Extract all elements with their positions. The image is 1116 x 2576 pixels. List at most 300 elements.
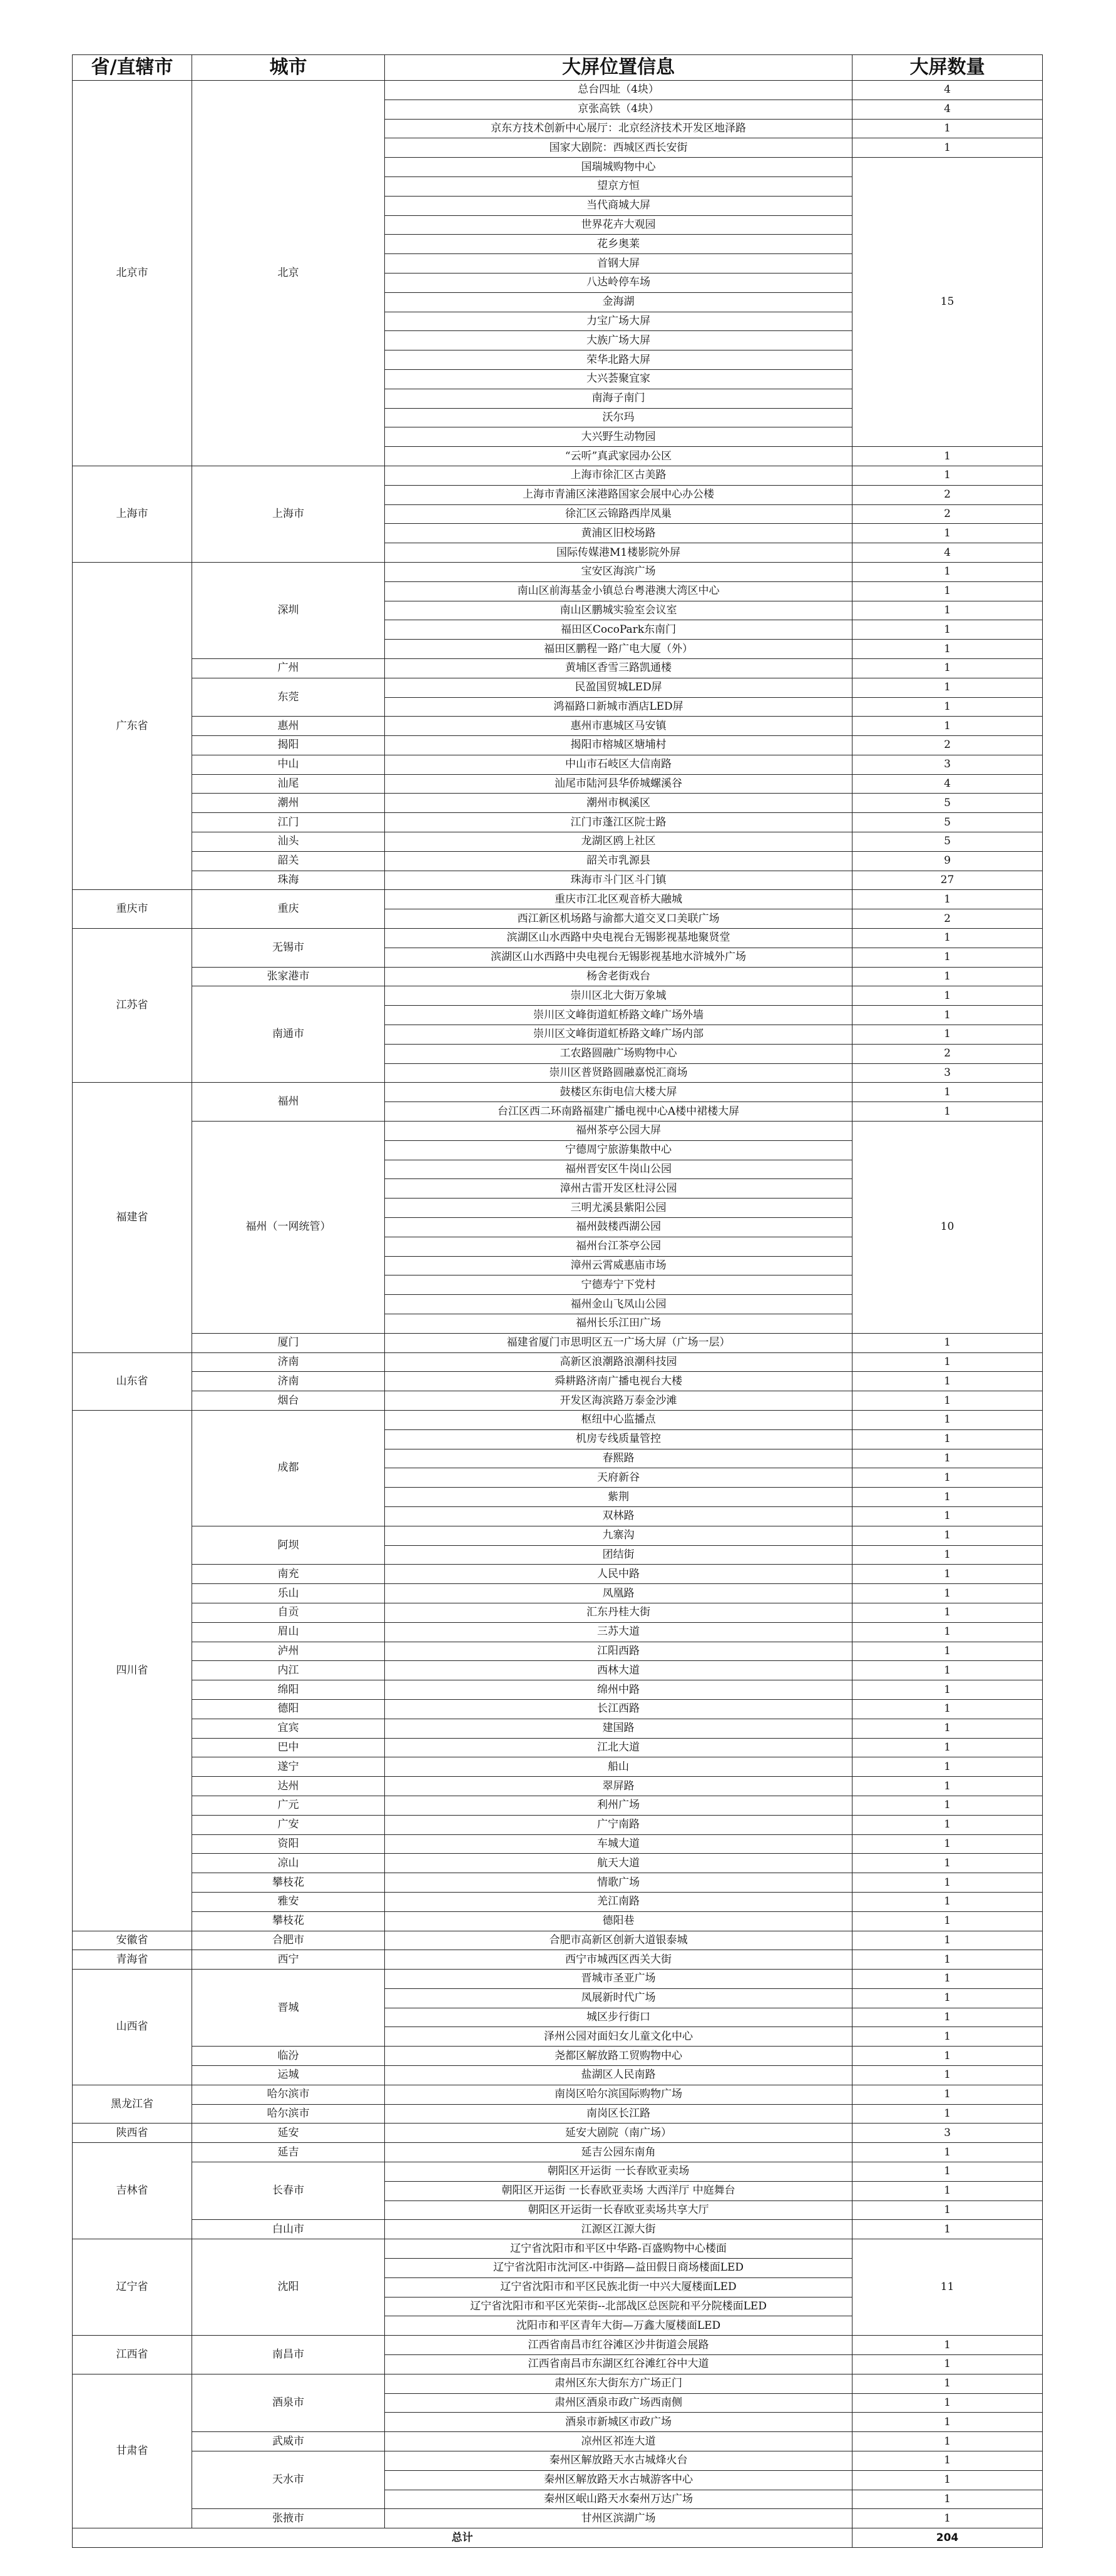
location-cell: 金海湖	[385, 292, 852, 312]
location-cell: 辽宁省沈阳市和平区光荣街--北部战区总医院和平分院楼面LED	[385, 2297, 852, 2316]
count-cell: 1	[852, 1429, 1043, 1449]
table-row	[73, 1083, 1043, 1102]
count-cell: 1	[852, 2027, 1043, 2047]
location-cell: 凉州区祁连大道	[385, 2432, 852, 2451]
location-cell: 德阳巷	[385, 1911, 852, 1931]
table-row	[73, 1950, 1043, 1970]
table-row	[73, 1738, 1043, 1757]
count-cell: 1	[852, 1372, 1043, 1391]
table-row	[73, 1970, 1043, 1989]
location-cell: 延安大剧院（南广场）	[385, 2124, 852, 2143]
location-cell: 南岗区长江路	[385, 2104, 852, 2124]
count-cell: 1	[852, 929, 1043, 948]
header-location: 大屏位置信息	[385, 55, 852, 81]
count-cell: 3	[852, 755, 1043, 774]
city-cell: 攀枝花	[192, 1873, 385, 1893]
province-cell: 甘肃省	[73, 2374, 192, 2528]
header-row	[73, 55, 1043, 81]
city-cell: 天水市	[192, 2451, 385, 2509]
table-row	[73, 967, 1043, 986]
city-cell: 南昌市	[192, 2336, 385, 2374]
city-cell: 延吉	[192, 2143, 385, 2162]
table-row	[73, 1719, 1043, 1738]
table-row	[73, 1699, 1043, 1719]
location-cell: 宝安区海滨广场	[385, 562, 852, 581]
location-cell: 辽宁省沈阳市和平区民族北街一中兴大厦楼面LED	[385, 2277, 852, 2297]
table-row	[73, 1834, 1043, 1854]
location-cell: 城区步行街口	[385, 2008, 852, 2027]
location-cell: 天府新谷	[385, 1468, 852, 1488]
table-row	[73, 1584, 1043, 1603]
count-cell: 4	[852, 774, 1043, 794]
city-cell: 合肥市	[192, 1931, 385, 1950]
location-cell: 翠屏路	[385, 1777, 852, 1796]
city-cell: 福州（一网统管）	[192, 1122, 385, 1334]
location-cell: 大兴野生动物园	[385, 427, 852, 447]
count-cell: 1	[852, 2336, 1043, 2355]
location-cell: 台江区西二环南路福建广播电视中心A楼中裙楼大屏	[385, 1102, 852, 1122]
location-cell: 黄埔区香雪三路凯通楼	[385, 658, 852, 678]
province-cell: 陕西省	[73, 2124, 192, 2143]
location-cell: 上海市徐汇区古美路	[385, 466, 852, 485]
location-cell: 福州金山飞凤山公园	[385, 1295, 852, 1314]
city-cell: 内江	[192, 1661, 385, 1680]
count-cell: 1	[852, 967, 1043, 986]
location-cell: 国家大剧院：西城区西长安街	[385, 138, 852, 158]
location-cell: 黄浦区旧校场路	[385, 524, 852, 543]
table-row	[73, 2143, 1043, 2162]
table-row	[73, 929, 1043, 948]
count-cell: 27	[852, 871, 1043, 890]
city-cell: 酒泉市	[192, 2374, 385, 2431]
table-row	[73, 871, 1043, 890]
count-cell: 1	[852, 119, 1043, 138]
count-cell: 5	[852, 794, 1043, 813]
location-cell: 花乡奥莱	[385, 235, 852, 254]
table-row	[73, 2509, 1043, 2528]
city-cell: 雅安	[192, 1892, 385, 1911]
count-cell: 1	[852, 2355, 1043, 2374]
count-cell: 1	[852, 1911, 1043, 1931]
count-cell: 1	[852, 2451, 1043, 2471]
table-row	[73, 755, 1043, 774]
count-cell: 5	[852, 832, 1043, 852]
location-cell: 宁德周宁旅游集散中心	[385, 1140, 852, 1160]
location-cell: 崇川区北大街万象城	[385, 986, 852, 1006]
location-cell: 潮州市枫溪区	[385, 794, 852, 813]
table-row	[73, 1796, 1043, 1815]
table-row	[73, 2162, 1043, 2182]
count-cell: 1	[852, 581, 1043, 601]
count-cell: 1	[852, 2220, 1043, 2239]
location-cell: “云听”真武家园办公区	[385, 447, 852, 466]
location-cell: 团结街	[385, 1545, 852, 1565]
count-cell: 1	[852, 2047, 1043, 2066]
count-cell: 1	[852, 948, 1043, 967]
city-cell: 乐山	[192, 1584, 385, 1603]
city-cell: 白山市	[192, 2220, 385, 2239]
province-cell: 山东省	[73, 1352, 192, 1410]
location-cell: 京东方技术创新中心展厅：北京经济技术开发区地泽路	[385, 119, 852, 138]
location-cell: 江阳西路	[385, 1642, 852, 1661]
location-cell: 工农路圆融广场购物中心	[385, 1044, 852, 1063]
count-cell: 1	[852, 1873, 1043, 1893]
count-cell: 1	[852, 1468, 1043, 1488]
table-row	[73, 466, 1043, 485]
city-cell: 厦门	[192, 1333, 385, 1352]
province-cell: 安徽省	[73, 1931, 192, 1950]
location-cell: 船山	[385, 1757, 852, 1777]
location-cell: 崇川区文峰街道虹桥路文峰广场外墙	[385, 1006, 852, 1025]
city-cell: 达州	[192, 1777, 385, 1796]
table-row	[73, 2104, 1043, 2124]
location-cell: 宁德寿宁下党村	[385, 1275, 852, 1295]
table-row	[73, 1815, 1043, 1834]
location-cell: 鼓楼区东街电信大楼大屏	[385, 1083, 852, 1102]
city-cell: 凉山	[192, 1854, 385, 1873]
city-cell: 东莞	[192, 678, 385, 717]
location-cell: 杨舍老街戏台	[385, 967, 852, 986]
count-cell: 10	[852, 1122, 1043, 1334]
count-cell: 1	[852, 1006, 1043, 1025]
table-row	[73, 2220, 1043, 2239]
table-row	[73, 1680, 1043, 1700]
total-label: 总计	[73, 2528, 852, 2548]
location-cell: 力宝广场大屏	[385, 312, 852, 331]
location-cell: 双林路	[385, 1506, 852, 1526]
count-cell: 1	[852, 2143, 1043, 2162]
location-cell: 车城大道	[385, 1834, 852, 1854]
count-cell: 1	[852, 1391, 1043, 1411]
count-cell: 1	[852, 2008, 1043, 2027]
location-cell: 尧都区解放路工贸购物中心	[385, 2047, 852, 2066]
count-cell: 1	[852, 1854, 1043, 1873]
count-cell: 4	[852, 100, 1043, 119]
city-cell: 沈阳	[192, 2239, 385, 2336]
city-cell: 阿坝	[192, 1526, 385, 1565]
location-cell: 舜耕路济南广播电视台大楼	[385, 1372, 852, 1391]
city-cell: 中山	[192, 755, 385, 774]
table-row	[73, 2066, 1043, 2085]
count-cell: 1	[852, 2413, 1043, 2432]
city-cell: 巴中	[192, 1738, 385, 1757]
count-cell: 1	[852, 2432, 1043, 2451]
count-cell: 1	[852, 1661, 1043, 1680]
city-cell: 长春市	[192, 2162, 385, 2220]
count-cell: 1	[852, 890, 1043, 909]
location-cell: 高新区浪潮路浪潮科技园	[385, 1352, 852, 1372]
count-cell: 1	[852, 1699, 1043, 1719]
location-cell: 朝阳区开运街一长春欧亚卖场共享大厅	[385, 2200, 852, 2220]
city-cell: 江门	[192, 813, 385, 832]
count-cell: 1	[852, 986, 1043, 1006]
table-row	[73, 2451, 1043, 2471]
table-row	[73, 1642, 1043, 1661]
city-cell: 攀枝花	[192, 1911, 385, 1931]
table-row	[73, 851, 1043, 871]
city-cell: 揭阳	[192, 736, 385, 755]
location-cell: 肃州区酒泉市政广场西南侧	[385, 2393, 852, 2413]
province-cell: 四川省	[73, 1410, 192, 1931]
city-cell: 宜宾	[192, 1719, 385, 1738]
city-cell: 南充	[192, 1565, 385, 1584]
location-cell: 朝阳区开运街 一长春欧亚卖场	[385, 2162, 852, 2182]
count-cell: 11	[852, 2239, 1043, 2336]
location-cell: 泽州公园对面妇女儿童文化中心	[385, 2027, 852, 2047]
count-cell: 1	[852, 1834, 1043, 1854]
table-row	[73, 1911, 1043, 1931]
table-row	[73, 1333, 1043, 1352]
count-cell: 1	[852, 678, 1043, 697]
count-cell: 1	[852, 447, 1043, 466]
count-cell: 1	[852, 1988, 1043, 2008]
table-row	[73, 1622, 1043, 1642]
table-row	[73, 2374, 1043, 2393]
count-cell: 2	[852, 909, 1043, 929]
city-cell: 珠海	[192, 871, 385, 890]
location-cell: 合肥市高新区创新大道银泰城	[385, 1931, 852, 1950]
location-cell: 延吉公园东南角	[385, 2143, 852, 2162]
count-cell: 1	[852, 1815, 1043, 1834]
province-cell: 青海省	[73, 1950, 192, 1970]
location-cell: 南山区前海基金小镇总台粤港澳大湾区中心	[385, 581, 852, 601]
city-cell: 烟台	[192, 1391, 385, 1411]
location-cell: 福田区CocoPark东南门	[385, 620, 852, 640]
count-cell: 1	[852, 2490, 1043, 2509]
table-row	[73, 1931, 1043, 1950]
location-cell: 江北大道	[385, 1738, 852, 1757]
table-row	[73, 717, 1043, 736]
count-cell: 1	[852, 2066, 1043, 2085]
city-cell: 眉山	[192, 1622, 385, 1642]
city-cell: 汕尾	[192, 774, 385, 794]
count-cell: 1	[852, 1352, 1043, 1372]
location-cell: 沈阳市和平区青年大街—万鑫大厦楼面LED	[385, 2316, 852, 2336]
location-cell: 汕尾市陆河县华侨城螺溪谷	[385, 774, 852, 794]
location-cell: 西江新区机场路与渝都大道交叉口美联广场	[385, 909, 852, 929]
city-cell: 广安	[192, 1815, 385, 1834]
count-cell: 1	[852, 1642, 1043, 1661]
table-row	[73, 81, 1043, 100]
location-cell: 九寨沟	[385, 1526, 852, 1545]
city-cell: 哈尔滨市	[192, 2085, 385, 2104]
city-cell: 绵阳	[192, 1680, 385, 1700]
location-cell: 情歌广场	[385, 1873, 852, 1893]
location-cell: 大族广场大屏	[385, 331, 852, 350]
count-cell: 1	[852, 1796, 1043, 1815]
location-cell: 南山区鹏城实验室会议室	[385, 601, 852, 620]
count-cell: 1	[852, 1565, 1043, 1584]
count-cell: 1	[852, 2162, 1043, 2182]
location-cell: 西林大道	[385, 1661, 852, 1680]
count-cell: 2	[852, 485, 1043, 504]
city-cell: 韶关	[192, 851, 385, 871]
location-cell: 三苏大道	[385, 1622, 852, 1642]
screen-table	[72, 54, 1043, 2548]
count-cell: 1	[852, 2393, 1043, 2413]
city-cell: 重庆	[192, 890, 385, 929]
table-row	[73, 774, 1043, 794]
count-cell: 1	[852, 1488, 1043, 1507]
table-row	[73, 2239, 1043, 2259]
location-cell: 开发区海滨路万泰金沙滩	[385, 1391, 852, 1411]
count-cell: 15	[852, 158, 1043, 447]
table-body	[73, 81, 1043, 2528]
location-cell: 酒泉市新城区市政广场	[385, 2413, 852, 2432]
count-cell: 1	[852, 524, 1043, 543]
total-row	[73, 2528, 1043, 2548]
location-cell: 珠海市斗门区斗门镇	[385, 871, 852, 890]
location-cell: 江门市蓬江区院士路	[385, 813, 852, 832]
header-province: 省/直辖市	[73, 55, 192, 81]
count-cell: 1	[852, 1680, 1043, 1700]
city-cell: 济南	[192, 1352, 385, 1372]
location-cell: 沃尔玛	[385, 408, 852, 427]
city-cell: 资阳	[192, 1834, 385, 1854]
location-cell: 大兴荟聚宜家	[385, 369, 852, 389]
location-cell: 滨湖区山水西路中央电视台无锡影视基地聚贤堂	[385, 929, 852, 948]
count-cell: 1	[852, 1025, 1043, 1045]
city-cell: 汕头	[192, 832, 385, 852]
city-cell: 成都	[192, 1410, 385, 1526]
city-cell: 延安	[192, 2124, 385, 2143]
location-cell: 福田区鹏程一路广电大厦（外）	[385, 640, 852, 659]
province-cell: 黑龙江省	[73, 2085, 192, 2124]
count-cell: 1	[852, 1506, 1043, 1526]
table-row	[73, 1122, 1043, 1141]
table-row	[73, 1777, 1043, 1796]
city-cell: 上海市	[192, 466, 385, 562]
table-row	[73, 2336, 1043, 2355]
location-cell: 八达岭停车场	[385, 273, 852, 292]
table-row	[73, 1410, 1043, 1429]
count-cell: 1	[852, 1931, 1043, 1950]
count-cell: 1	[852, 1102, 1043, 1122]
location-cell: 汇东丹桂大街	[385, 1603, 852, 1622]
location-cell: 江源区江源大街	[385, 2220, 852, 2239]
province-cell: 上海市	[73, 466, 192, 562]
location-cell: 航天大道	[385, 1854, 852, 1873]
table-row	[73, 2085, 1043, 2104]
count-cell: 1	[852, 640, 1043, 659]
count-cell: 1	[852, 2374, 1043, 2393]
province-cell: 福建省	[73, 1083, 192, 1352]
table-row	[73, 794, 1043, 813]
count-cell: 3	[852, 1063, 1043, 1083]
location-cell: 上海市青浦区涞港路国家会展中心办公楼	[385, 485, 852, 504]
count-cell: 1	[852, 466, 1043, 485]
count-cell: 1	[852, 658, 1043, 678]
location-cell: 国瑞城购物中心	[385, 158, 852, 177]
table-row	[73, 1603, 1043, 1622]
table-row	[73, 1854, 1043, 1873]
count-cell: 1	[852, 2200, 1043, 2220]
city-cell: 北京	[192, 81, 385, 466]
table-row	[73, 986, 1043, 1006]
count-cell: 1	[852, 1738, 1043, 1757]
table-row	[73, 2432, 1043, 2451]
count-cell: 3	[852, 2124, 1043, 2143]
city-cell: 德阳	[192, 1699, 385, 1719]
city-cell: 张掖市	[192, 2509, 385, 2528]
header-city: 城市	[192, 55, 385, 81]
count-cell: 2	[852, 1044, 1043, 1063]
location-cell: 西宁市城西区西关大街	[385, 1950, 852, 1970]
location-cell: 广宁南路	[385, 1815, 852, 1834]
count-cell: 1	[852, 1603, 1043, 1622]
location-cell: 滨湖区山水西路中央电视台无锡影视基地水浒城外广场	[385, 948, 852, 967]
table-row	[73, 1391, 1043, 1411]
city-cell: 西宁	[192, 1950, 385, 1970]
total-value: 204	[852, 2528, 1043, 2548]
location-cell: 建国路	[385, 1719, 852, 1738]
count-cell: 1	[852, 138, 1043, 158]
location-cell: 国际传媒港M1楼影院外屏	[385, 543, 852, 563]
count-cell: 9	[852, 851, 1043, 871]
count-cell: 1	[852, 1526, 1043, 1545]
location-cell: 鸿福路口新城市酒店LED屏	[385, 697, 852, 717]
location-cell: 长江西路	[385, 1699, 852, 1719]
city-cell: 广州	[192, 658, 385, 678]
location-cell: 枢纽中心监播点	[385, 1410, 852, 1429]
city-cell: 运城	[192, 2066, 385, 2085]
location-cell: 三明尤溪县紫阳公园	[385, 1199, 852, 1218]
count-cell: 1	[852, 1757, 1043, 1777]
count-cell: 1	[852, 1719, 1043, 1738]
table-row	[73, 1352, 1043, 1372]
location-cell: 漳州古雷开发区杜浔公园	[385, 1179, 852, 1199]
location-cell: 京张高铁（4块）	[385, 100, 852, 119]
table-row	[73, 1873, 1043, 1893]
location-cell: 福州鼓楼西湖公园	[385, 1218, 852, 1237]
count-cell: 1	[852, 562, 1043, 581]
location-cell: 福建省厦门市思明区五一广场大屏（广场一层）	[385, 1333, 852, 1352]
city-cell: 临汾	[192, 2047, 385, 2066]
province-cell: 江苏省	[73, 929, 192, 1083]
count-cell: 2	[852, 504, 1043, 524]
count-cell: 1	[852, 2181, 1043, 2200]
location-cell: 当代商城大屏	[385, 196, 852, 215]
count-cell: 4	[852, 543, 1043, 563]
location-cell: 重庆市江北区观音桥大融城	[385, 890, 852, 909]
city-cell: 济南	[192, 1372, 385, 1391]
city-cell: 无锡市	[192, 929, 385, 968]
location-cell: 世界花卉大观园	[385, 215, 852, 235]
city-cell: 深圳	[192, 562, 385, 658]
city-cell: 张家港市	[192, 967, 385, 986]
province-cell: 北京市	[73, 81, 192, 466]
table-row	[73, 2124, 1043, 2143]
province-cell: 广东省	[73, 562, 192, 890]
province-cell: 重庆市	[73, 890, 192, 929]
location-cell: 紫荆	[385, 1488, 852, 1507]
count-cell: 1	[852, 620, 1043, 640]
location-cell: 韶关市乳源县	[385, 851, 852, 871]
table-row	[73, 832, 1043, 852]
location-cell: 徐汇区云锦路西岸凤巢	[385, 504, 852, 524]
table-row	[73, 1661, 1043, 1680]
table-row	[73, 678, 1043, 697]
city-cell: 泸州	[192, 1642, 385, 1661]
location-cell: 中山市石岐区大信南路	[385, 755, 852, 774]
location-cell: 龙湖区鸥上社区	[385, 832, 852, 852]
city-cell: 潮州	[192, 794, 385, 813]
location-cell: 辽宁省沈阳市沈河区-中街路—益田假日商场楼面LED	[385, 2259, 852, 2278]
location-cell: 崇川区文峰街道虹桥路文峰广场内部	[385, 1025, 852, 1045]
count-cell: 1	[852, 2104, 1043, 2124]
location-cell: 绵州中路	[385, 1680, 852, 1700]
table-row	[73, 890, 1043, 909]
